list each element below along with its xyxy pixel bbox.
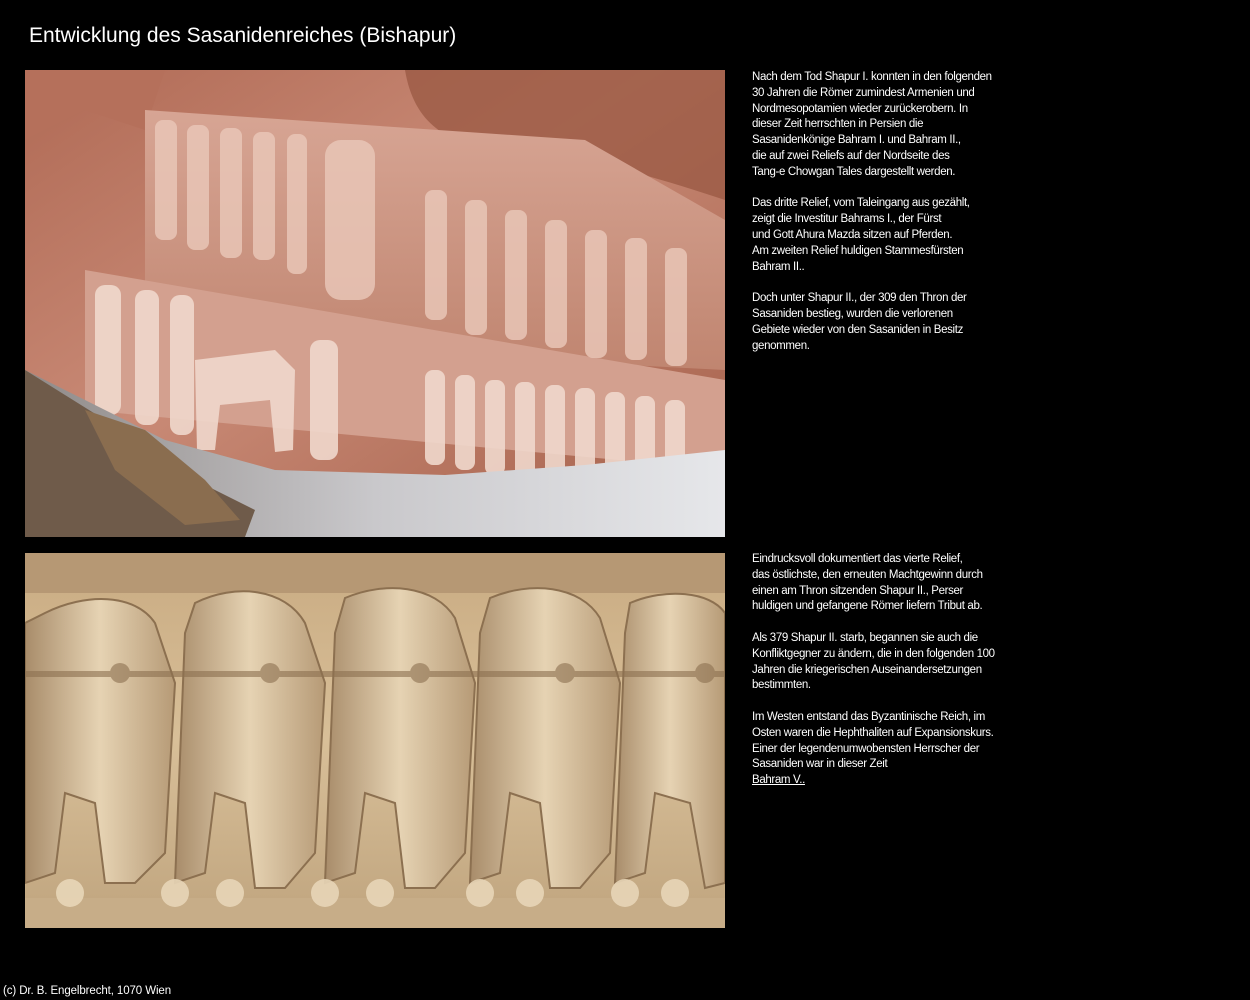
- text-line: Sasaniden war in dieser Zeit: [752, 758, 888, 771]
- text-line: Nordmesopotamien wieder zurückerobern. In: [752, 102, 968, 115]
- text-line: Jahren die kriegerischen Auseinandersetzungen: [752, 663, 982, 676]
- page-title: Entwicklung des Sasanidenreiches (Bishapur): [29, 24, 457, 47]
- text-line: Am zweiten Relief huldigen Stammesfürsten: [752, 244, 964, 257]
- relief-photo-investiture-image: [25, 70, 725, 537]
- text-line: Konfliktgegner zu ändern, die in den folgenden 100: [752, 647, 995, 660]
- text-line: Sasanidenkönige Bahram I. und Bahram II.,: [752, 134, 961, 147]
- text-line: Im Westen entstand das Byzantinische Reich, im: [752, 710, 985, 723]
- paragraph: [752, 70, 1042, 181]
- description-block-2: [752, 552, 1042, 789]
- text-line: zeigt die Investitur Bahrams I., der Fürst: [752, 213, 942, 226]
- text-line: Einer der legendenumwobensten Herrscher der: [752, 742, 980, 755]
- relief-photo-horses: [25, 553, 725, 928]
- text-line: Bahram II..: [752, 260, 805, 273]
- relief-photo-investiture: [25, 70, 725, 537]
- text-line: die auf zwei Reliefs auf der Nordseite des: [752, 149, 950, 162]
- text-line: Eindrucksvoll dokumentiert das vierte Relief,: [752, 553, 963, 565]
- text-line: Osten waren die Hephthaliten auf Expansionskurs.: [752, 726, 994, 739]
- text-line: Als 379 Shapur II. starb, begannen sie auch die: [752, 631, 978, 644]
- text-line: das östlichste, den erneuten Machtgewinn durch: [752, 568, 983, 581]
- text-line: huldigen und gefangene Römer liefern Tribut ab.: [752, 600, 983, 613]
- text-line: einen am Thron sitzenden Shapur II., Perser: [752, 584, 964, 597]
- relief-photo-horses-image: [25, 553, 725, 928]
- description-block-1: [752, 70, 1042, 354]
- text-line: Sasaniden bestieg, wurden die verlorenen: [752, 307, 953, 320]
- text-line: und Gott Ahura Mazda sitzen auf Pferden.: [752, 228, 953, 241]
- copyright-footer: (c) Dr. B. Engelbrecht, 1070 Wien: [3, 985, 171, 997]
- paragraph: [752, 552, 1042, 615]
- paragraph: [752, 291, 1042, 354]
- paragraph: [752, 710, 1042, 789]
- text-line: 30 Jahren die Römer zumindest Armenien und: [752, 86, 975, 99]
- bahram-v-link[interactable]: Bahram V..: [752, 774, 805, 787]
- text-line: Das dritte Relief, vom Taleingang aus gezählt,: [752, 197, 970, 210]
- text-line: Nach dem Tod Shapur I. konnten in den folgenden: [752, 71, 992, 83]
- text-line: Doch unter Shapur II., der 309 den Thron der: [752, 292, 967, 305]
- text-line: dieser Zeit herrschten in Persien die: [752, 118, 924, 131]
- paragraph: [752, 631, 1042, 694]
- text-line: genommen.: [752, 339, 810, 352]
- text-line: bestimmten.: [752, 679, 811, 692]
- paragraph: [752, 196, 1042, 275]
- text-line: Gebiete wieder von den Sasaniden in Besitz: [752, 323, 963, 336]
- text-line: Tang-e Chowgan Tales dargestellt werden.: [752, 165, 956, 178]
